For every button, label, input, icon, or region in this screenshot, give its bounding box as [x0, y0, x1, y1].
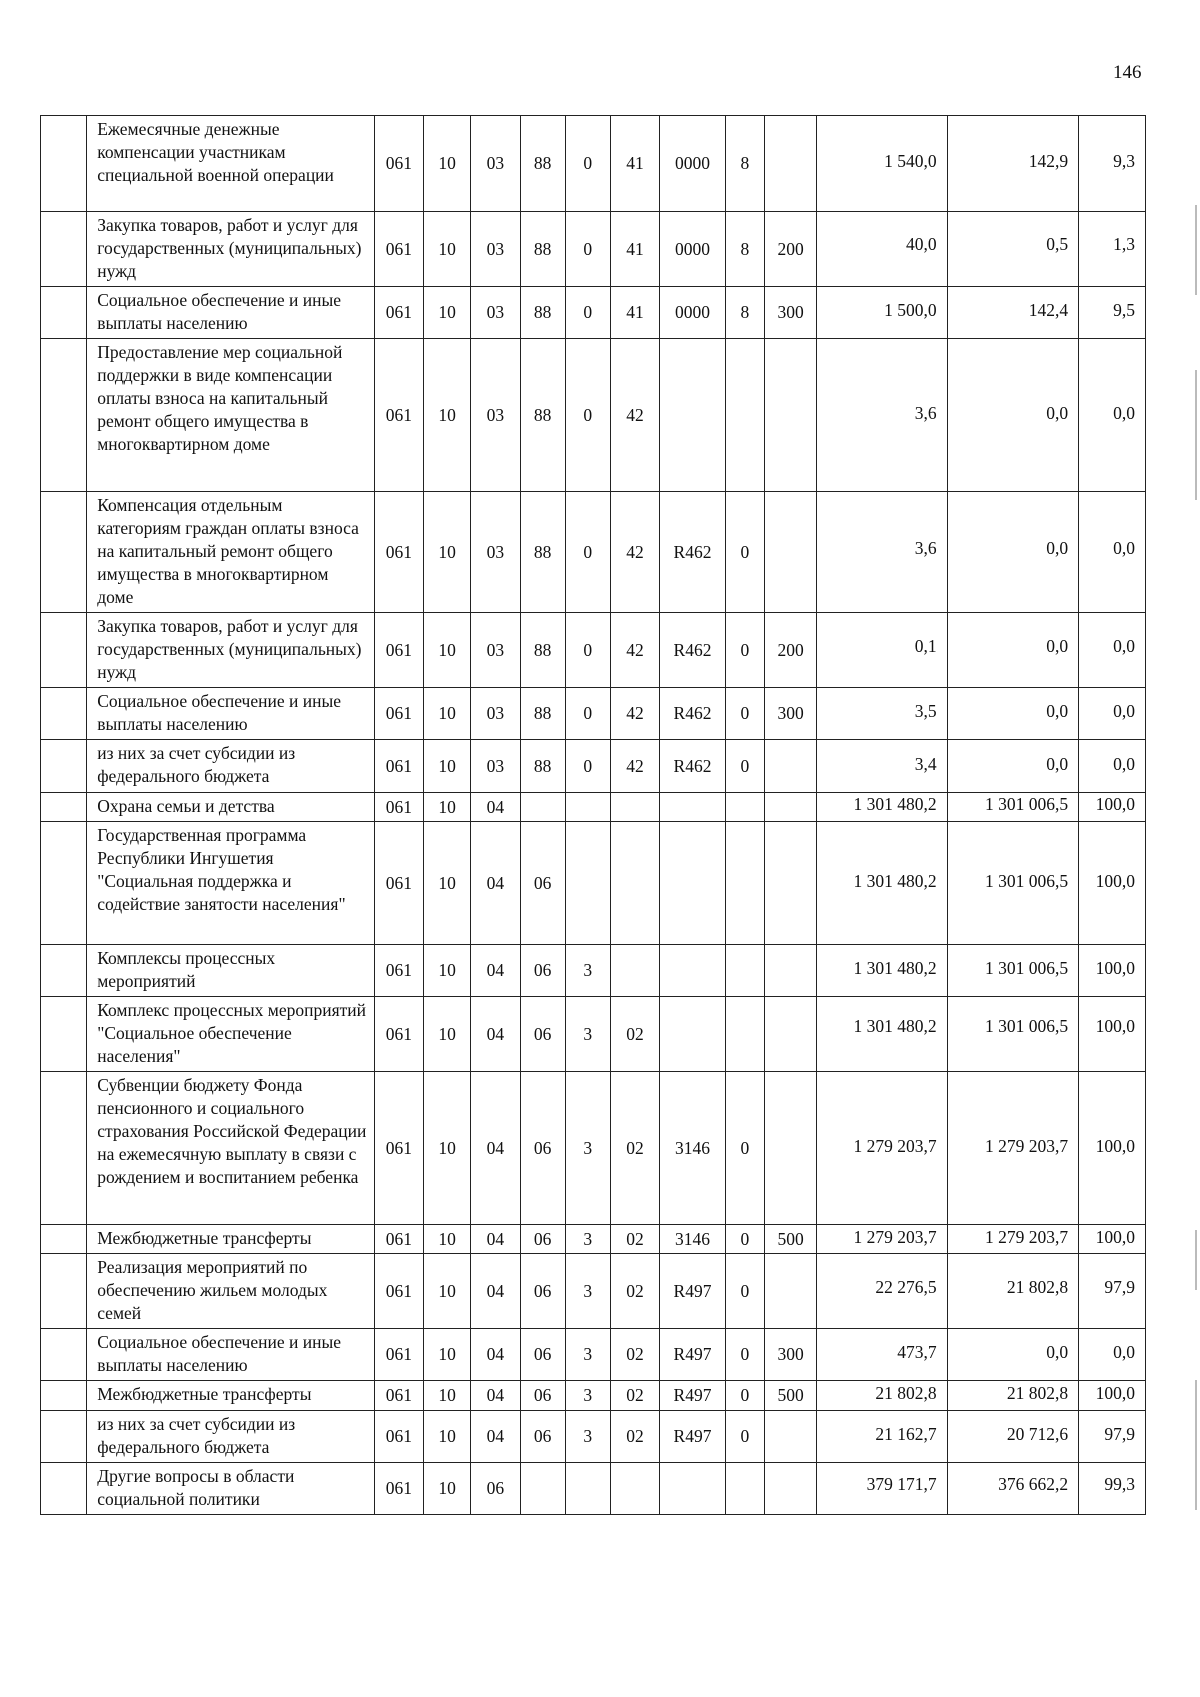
fact-value: 0,0	[947, 688, 1078, 740]
code-cell-2: 10	[424, 997, 471, 1072]
code-cell-7: R497	[660, 1329, 726, 1381]
code-cell-4: 06	[520, 1381, 565, 1411]
table-row	[41, 1463, 1146, 1515]
code-cell-8: 0	[725, 613, 764, 688]
code-cell-3: 03	[471, 212, 520, 287]
table-row	[41, 1411, 1146, 1463]
code-cell-2: 10	[424, 1381, 471, 1411]
row-name: из них за счет субсидии из федерального бюджета	[87, 740, 375, 793]
row-index-cell	[41, 212, 87, 287]
code-cell-2: 10	[424, 116, 471, 212]
fact-value: 21 802,8	[947, 1254, 1078, 1329]
code-cell-3: 04	[471, 1072, 520, 1225]
code-cell-9	[764, 822, 816, 945]
table-row	[41, 1072, 1146, 1225]
plan-value: 21 802,8	[817, 1381, 947, 1411]
code-cell-6: 02	[610, 997, 659, 1072]
code-cell-9: 300	[764, 1329, 816, 1381]
code-cell-5: 0	[565, 116, 610, 212]
code-cell-4: 88	[520, 212, 565, 287]
fact-value: 1 301 006,5	[947, 997, 1078, 1072]
plan-value: 3,6	[817, 492, 947, 613]
pct-value: 100,0	[1079, 1225, 1146, 1254]
code-cell-3: 06	[471, 1463, 520, 1515]
row-index-cell	[41, 822, 87, 945]
pct-value: 0,0	[1079, 1329, 1146, 1381]
row-index-cell	[41, 1463, 87, 1515]
row-name: Предоставление мер социальной поддержки в виде компенсации оплаты взноса на капитальный ремонт общего имущества в многоквартирном доме	[87, 339, 375, 492]
code-cell-1: 061	[374, 1225, 423, 1254]
code-cell-6: 42	[610, 688, 659, 740]
pct-value: 100,0	[1079, 997, 1146, 1072]
row-name: из них за счет субсидии из федерального бюджета	[87, 1411, 375, 1463]
pct-value: 100,0	[1079, 822, 1146, 945]
code-cell-4: 06	[520, 997, 565, 1072]
code-cell-6: 42	[610, 492, 659, 613]
row-index-cell	[41, 1381, 87, 1411]
code-cell-7	[660, 997, 726, 1072]
code-cell-7: 3146	[660, 1225, 726, 1254]
plan-value: 21 162,7	[817, 1411, 947, 1463]
code-cell-8: 0	[725, 1225, 764, 1254]
code-cell-7: R462	[660, 613, 726, 688]
code-cell-9	[764, 740, 816, 793]
code-cell-4	[520, 793, 565, 822]
code-cell-7: R497	[660, 1381, 726, 1411]
code-cell-3: 04	[471, 1329, 520, 1381]
code-cell-1: 061	[374, 1463, 423, 1515]
code-cell-3: 04	[471, 793, 520, 822]
table-row	[41, 1329, 1146, 1381]
code-cell-8	[725, 339, 764, 492]
code-cell-1: 061	[374, 1254, 423, 1329]
code-cell-9	[764, 997, 816, 1072]
row-index-cell	[41, 793, 87, 822]
fact-value: 1 301 006,5	[947, 945, 1078, 997]
code-cell-2: 10	[424, 945, 471, 997]
code-cell-5: 3	[565, 1411, 610, 1463]
code-cell-9	[764, 339, 816, 492]
code-cell-7: R462	[660, 688, 726, 740]
row-name: Реализация мероприятий по обеспечению жильем молодых семей	[87, 1254, 375, 1329]
code-cell-3: 04	[471, 997, 520, 1072]
pct-value: 100,0	[1079, 1072, 1146, 1225]
plan-value: 1 301 480,2	[817, 945, 947, 997]
row-index-cell	[41, 1254, 87, 1329]
code-cell-8	[725, 997, 764, 1072]
code-cell-9	[764, 793, 816, 822]
code-cell-5: 0	[565, 287, 610, 339]
plan-value: 3,5	[817, 688, 947, 740]
row-index-cell	[41, 339, 87, 492]
code-cell-9	[764, 1463, 816, 1515]
code-cell-1: 061	[374, 492, 423, 613]
code-cell-1: 061	[374, 287, 423, 339]
code-cell-6: 42	[610, 613, 659, 688]
code-cell-5: 3	[565, 945, 610, 997]
code-cell-5	[565, 793, 610, 822]
code-cell-5: 0	[565, 492, 610, 613]
table-row	[41, 212, 1146, 287]
row-name: Социальное обеспечение и иные выплаты населению	[87, 287, 375, 339]
code-cell-2: 10	[424, 1225, 471, 1254]
code-cell-4: 06	[520, 1411, 565, 1463]
fact-value: 1 279 203,7	[947, 1225, 1078, 1254]
plan-value: 40,0	[817, 212, 947, 287]
code-cell-6: 02	[610, 1254, 659, 1329]
row-name: Ежемесячные денежные компенсации участникам специальной военной операции	[87, 116, 375, 212]
code-cell-7: R497	[660, 1254, 726, 1329]
table-row	[41, 822, 1146, 945]
fact-value: 142,4	[947, 287, 1078, 339]
code-cell-8: 8	[725, 287, 764, 339]
table-row	[41, 287, 1146, 339]
code-cell-2: 10	[424, 1329, 471, 1381]
code-cell-8: 0	[725, 1411, 764, 1463]
row-index-cell	[41, 688, 87, 740]
plan-value: 1 279 203,7	[817, 1225, 947, 1254]
code-cell-3: 03	[471, 339, 520, 492]
pct-value: 0,0	[1079, 688, 1146, 740]
pct-value: 100,0	[1079, 945, 1146, 997]
code-cell-5: 3	[565, 1329, 610, 1381]
code-cell-2: 10	[424, 1072, 471, 1225]
code-cell-5: 3	[565, 1254, 610, 1329]
code-cell-9: 500	[764, 1225, 816, 1254]
pct-value: 100,0	[1079, 793, 1146, 822]
code-cell-9: 200	[764, 212, 816, 287]
code-cell-8	[725, 1463, 764, 1515]
code-cell-2: 10	[424, 1463, 471, 1515]
table-row	[41, 116, 1146, 212]
table-row	[41, 688, 1146, 740]
code-cell-6	[610, 1463, 659, 1515]
code-cell-2: 10	[424, 492, 471, 613]
code-cell-5: 0	[565, 613, 610, 688]
code-cell-4: 06	[520, 1225, 565, 1254]
code-cell-2: 10	[424, 793, 471, 822]
code-cell-7: 0000	[660, 116, 726, 212]
code-cell-9	[764, 116, 816, 212]
code-cell-3: 04	[471, 1225, 520, 1254]
pct-value: 0,0	[1079, 492, 1146, 613]
row-name: Закупка товаров, работ и услуг для государственных (муниципальных) нужд	[87, 212, 375, 287]
code-cell-1: 061	[374, 793, 423, 822]
fact-value: 0,0	[947, 339, 1078, 492]
code-cell-9	[764, 1254, 816, 1329]
fact-value: 1 279 203,7	[947, 1072, 1078, 1225]
code-cell-3: 04	[471, 945, 520, 997]
code-cell-2: 10	[424, 740, 471, 793]
pct-value: 99,3	[1079, 1463, 1146, 1515]
plan-value: 22 276,5	[817, 1254, 947, 1329]
code-cell-5: 3	[565, 997, 610, 1072]
row-index-cell	[41, 945, 87, 997]
code-cell-9: 300	[764, 287, 816, 339]
row-index-cell	[41, 492, 87, 613]
code-cell-7: 3146	[660, 1072, 726, 1225]
row-name: Социальное обеспечение и иные выплаты населению	[87, 1329, 375, 1381]
table-row	[41, 613, 1146, 688]
code-cell-9	[764, 492, 816, 613]
code-cell-7: R462	[660, 740, 726, 793]
code-cell-5	[565, 822, 610, 945]
code-cell-4: 88	[520, 740, 565, 793]
scan-edge-mark	[1195, 1380, 1197, 1510]
pct-value: 97,9	[1079, 1254, 1146, 1329]
code-cell-8: 8	[725, 116, 764, 212]
row-name: Межбюджетные трансферты	[87, 1381, 375, 1411]
fact-value: 0,0	[947, 613, 1078, 688]
fact-value: 1 301 006,5	[947, 822, 1078, 945]
code-cell-1: 061	[374, 822, 423, 945]
code-cell-7	[660, 1463, 726, 1515]
table-row	[41, 793, 1146, 822]
pct-value: 100,0	[1079, 1381, 1146, 1411]
code-cell-8: 0	[725, 688, 764, 740]
code-cell-4: 06	[520, 1329, 565, 1381]
code-cell-8: 0	[725, 492, 764, 613]
scan-edge-mark	[1195, 1230, 1197, 1290]
table-row	[41, 997, 1146, 1072]
row-index-cell	[41, 116, 87, 212]
scan-edge-mark	[1195, 205, 1197, 295]
row-index-cell	[41, 997, 87, 1072]
code-cell-8	[725, 793, 764, 822]
code-cell-3: 03	[471, 613, 520, 688]
row-name: Государственная программа Республики Ингушетия "Социальная поддержка и содействие занятости населения"	[87, 822, 375, 945]
code-cell-3: 04	[471, 822, 520, 945]
code-cell-8: 0	[725, 1072, 764, 1225]
code-cell-5: 3	[565, 1381, 610, 1411]
code-cell-3: 03	[471, 740, 520, 793]
table-row	[41, 740, 1146, 793]
code-cell-8	[725, 822, 764, 945]
code-cell-7: 0000	[660, 287, 726, 339]
table-row	[41, 1225, 1146, 1254]
code-cell-3: 04	[471, 1254, 520, 1329]
code-cell-4: 88	[520, 287, 565, 339]
plan-value: 3,4	[817, 740, 947, 793]
table-row	[41, 945, 1146, 997]
code-cell-1: 061	[374, 212, 423, 287]
code-cell-3: 03	[471, 492, 520, 613]
fact-value: 142,9	[947, 116, 1078, 212]
fact-value: 21 802,8	[947, 1381, 1078, 1411]
code-cell-3: 03	[471, 116, 520, 212]
code-cell-5: 0	[565, 740, 610, 793]
code-cell-4: 88	[520, 339, 565, 492]
fact-value: 1 301 006,5	[947, 793, 1078, 822]
row-index-cell	[41, 740, 87, 793]
code-cell-8: 0	[725, 1381, 764, 1411]
fact-value: 20 712,6	[947, 1411, 1078, 1463]
code-cell-9: 200	[764, 613, 816, 688]
plan-value: 379 171,7	[817, 1463, 947, 1515]
code-cell-2: 10	[424, 688, 471, 740]
row-name: Комплекс процессных мероприятий "Социальное обеспечение населения"	[87, 997, 375, 1072]
code-cell-6: 02	[610, 1072, 659, 1225]
fact-value: 376 662,2	[947, 1463, 1078, 1515]
code-cell-6	[610, 793, 659, 822]
code-cell-9	[764, 945, 816, 997]
plan-value: 1 301 480,2	[817, 793, 947, 822]
code-cell-9: 300	[764, 688, 816, 740]
code-cell-1: 061	[374, 116, 423, 212]
code-cell-4: 88	[520, 492, 565, 613]
code-cell-4: 88	[520, 613, 565, 688]
row-name: Охрана семьи и детства	[87, 793, 375, 822]
code-cell-6: 41	[610, 287, 659, 339]
fact-value: 0,0	[947, 1329, 1078, 1381]
plan-value: 1 279 203,7	[817, 1072, 947, 1225]
pct-value: 1,3	[1079, 212, 1146, 287]
code-cell-3: 03	[471, 287, 520, 339]
code-cell-5: 3	[565, 1072, 610, 1225]
budget-table	[40, 115, 1146, 1515]
code-cell-2: 10	[424, 212, 471, 287]
code-cell-6: 02	[610, 1381, 659, 1411]
scan-edge-mark	[1195, 370, 1197, 500]
code-cell-4: 06	[520, 1072, 565, 1225]
code-cell-2: 10	[424, 1254, 471, 1329]
table-body	[41, 116, 1146, 1515]
plan-value: 473,7	[817, 1329, 947, 1381]
plan-value: 1 500,0	[817, 287, 947, 339]
code-cell-7	[660, 793, 726, 822]
code-cell-8: 0	[725, 1329, 764, 1381]
code-cell-6: 42	[610, 339, 659, 492]
code-cell-9	[764, 1072, 816, 1225]
code-cell-1: 061	[374, 945, 423, 997]
row-index-cell	[41, 1411, 87, 1463]
code-cell-8: 0	[725, 740, 764, 793]
code-cell-8: 8	[725, 212, 764, 287]
code-cell-6: 41	[610, 212, 659, 287]
code-cell-4: 06	[520, 945, 565, 997]
code-cell-4: 06	[520, 1254, 565, 1329]
code-cell-1: 061	[374, 339, 423, 492]
code-cell-8	[725, 945, 764, 997]
row-name: Субвенции бюджету Фонда пенсионного и социального страхования Российской Федерации на ежемесячную выплату в связи с рождением и воспитанием ребенка	[87, 1072, 375, 1225]
code-cell-1: 061	[374, 688, 423, 740]
code-cell-9	[764, 1411, 816, 1463]
plan-value: 3,6	[817, 339, 947, 492]
code-cell-2: 10	[424, 613, 471, 688]
code-cell-6	[610, 822, 659, 945]
row-name: Межбюджетные трансферты	[87, 1225, 375, 1254]
table-row	[41, 1381, 1146, 1411]
row-index-cell	[41, 1225, 87, 1254]
code-cell-1: 061	[374, 1072, 423, 1225]
code-cell-4: 06	[520, 822, 565, 945]
plan-value: 1 301 480,2	[817, 822, 947, 945]
code-cell-2: 10	[424, 1411, 471, 1463]
code-cell-5: 0	[565, 339, 610, 492]
code-cell-6: 02	[610, 1411, 659, 1463]
code-cell-7: R497	[660, 1411, 726, 1463]
code-cell-6: 02	[610, 1329, 659, 1381]
code-cell-2: 10	[424, 339, 471, 492]
code-cell-4: 88	[520, 688, 565, 740]
code-cell-6	[610, 945, 659, 997]
code-cell-5: 0	[565, 688, 610, 740]
code-cell-1: 061	[374, 1411, 423, 1463]
table-row	[41, 1254, 1146, 1329]
table-row	[41, 339, 1146, 492]
code-cell-6: 42	[610, 740, 659, 793]
code-cell-8: 0	[725, 1254, 764, 1329]
pct-value: 9,3	[1079, 116, 1146, 212]
pct-value: 0,0	[1079, 339, 1146, 492]
code-cell-4: 88	[520, 116, 565, 212]
code-cell-7	[660, 339, 726, 492]
code-cell-9: 500	[764, 1381, 816, 1411]
code-cell-1: 061	[374, 613, 423, 688]
plan-value: 1 540,0	[817, 116, 947, 212]
code-cell-2: 10	[424, 287, 471, 339]
row-name: Социальное обеспечение и иные выплаты населению	[87, 688, 375, 740]
table-row	[41, 492, 1146, 613]
plan-value: 1 301 480,2	[817, 997, 947, 1072]
fact-value: 0,0	[947, 492, 1078, 613]
fact-value: 0,5	[947, 212, 1078, 287]
code-cell-6: 02	[610, 1225, 659, 1254]
row-index-cell	[41, 1329, 87, 1381]
code-cell-2: 10	[424, 822, 471, 945]
code-cell-7: 0000	[660, 212, 726, 287]
code-cell-7: R462	[660, 492, 726, 613]
code-cell-5	[565, 1463, 610, 1515]
row-name: Компенсация отдельным категориям граждан оплаты взноса на капитальный ремонт общего имущества в многоквартирном доме	[87, 492, 375, 613]
row-name: Другие вопросы в области социальной политики	[87, 1463, 375, 1515]
code-cell-1: 061	[374, 997, 423, 1072]
pct-value: 0,0	[1079, 740, 1146, 793]
code-cell-3: 04	[471, 1411, 520, 1463]
fact-value: 0,0	[947, 740, 1078, 793]
plan-value: 0,1	[817, 613, 947, 688]
code-cell-1: 061	[374, 1329, 423, 1381]
row-index-cell	[41, 287, 87, 339]
page-number: 146	[1113, 62, 1142, 83]
pct-value: 9,5	[1079, 287, 1146, 339]
code-cell-3: 03	[471, 688, 520, 740]
code-cell-4	[520, 1463, 565, 1515]
row-index-cell	[41, 613, 87, 688]
code-cell-3: 04	[471, 1381, 520, 1411]
code-cell-7	[660, 822, 726, 945]
code-cell-5: 3	[565, 1225, 610, 1254]
code-cell-6: 41	[610, 116, 659, 212]
row-name: Комплексы процессных мероприятий	[87, 945, 375, 997]
code-cell-7	[660, 945, 726, 997]
code-cell-1: 061	[374, 740, 423, 793]
code-cell-1: 061	[374, 1381, 423, 1411]
pct-value: 0,0	[1079, 613, 1146, 688]
code-cell-5: 0	[565, 212, 610, 287]
pct-value: 97,9	[1079, 1411, 1146, 1463]
row-name: Закупка товаров, работ и услуг для государственных (муниципальных) нужд	[87, 613, 375, 688]
row-index-cell	[41, 1072, 87, 1225]
